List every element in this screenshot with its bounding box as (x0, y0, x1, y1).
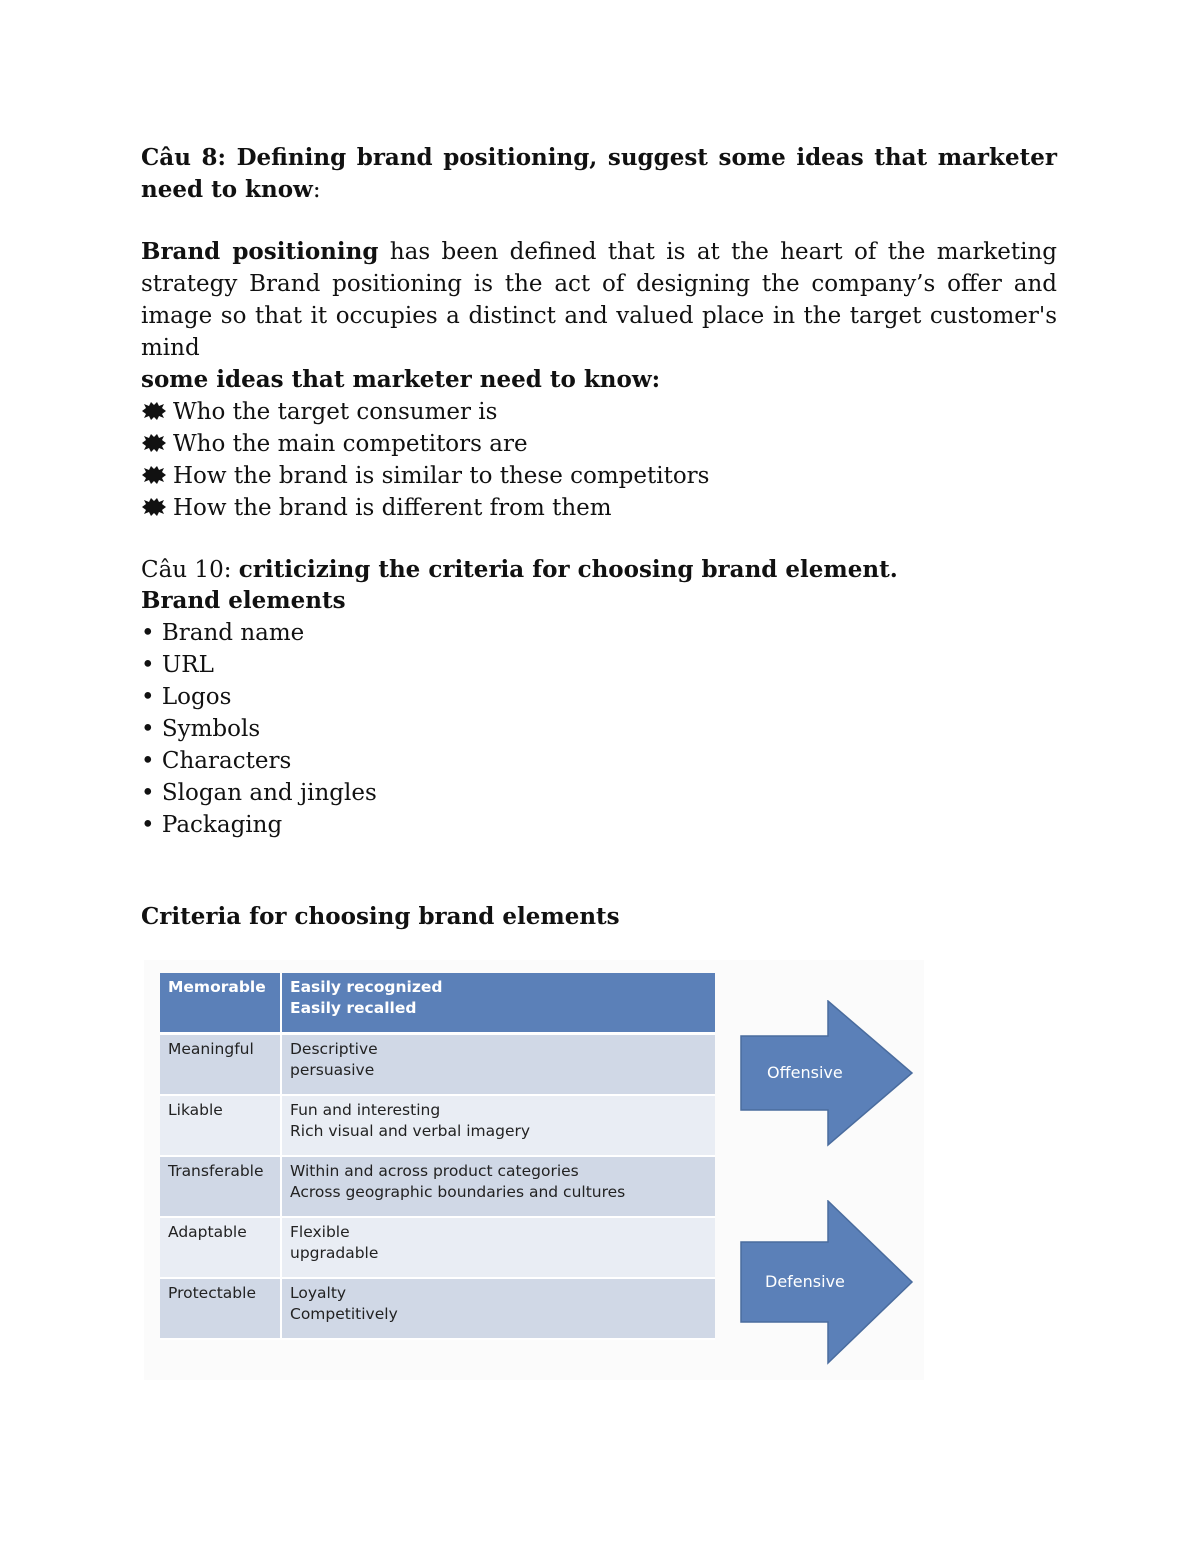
criterion-details (282, 1096, 715, 1157)
offensive-label: Offensive (767, 1063, 843, 1082)
question-8-heading-colon: : (312, 177, 321, 203)
burst-bullet-icon (141, 497, 167, 517)
criterion-detail: Flexible (290, 1223, 350, 1241)
brand-positioning-definition (141, 236, 1057, 364)
criterion-detail: Descriptive (290, 1040, 378, 1058)
definition-line-1: has been defined that is at the heart of the marketing strategy (141, 239, 1057, 297)
list-item (141, 460, 1057, 492)
criterion-name: Meaningful (160, 1035, 282, 1096)
list-item (141, 428, 1057, 460)
criterion-name: Adaptable (160, 1218, 282, 1279)
criterion-detail: persuasive (290, 1061, 375, 1079)
table-row (160, 1279, 715, 1340)
ideas-heading (141, 364, 1057, 396)
criterion-detail: Easily recalled (290, 999, 417, 1017)
question-10-heading (141, 554, 1057, 586)
definition-line-2: Brand positioning is the act of designing the company’s offer and image so that it occupies a distinct and valued place in the target customer's mind (141, 271, 1057, 361)
list-item: • Symbols (141, 716, 261, 742)
list-item: • Characters (141, 748, 292, 774)
criterion-detail: Loyalty (290, 1284, 347, 1302)
idea-text: How the brand is different from them (173, 495, 612, 521)
criterion-detail: Across geographic boundaries and cultures (290, 1183, 626, 1201)
criterion-name: Likable (160, 1096, 282, 1157)
defensive-arrow (740, 1200, 916, 1366)
burst-bullet-icon (141, 433, 167, 453)
table-row (160, 1157, 715, 1218)
question-10-prefix: Câu 10: (141, 557, 239, 583)
idea-text: How the brand is similar to these competitors (173, 463, 710, 489)
list-item: • Packaging (141, 812, 283, 838)
definition-term: Brand positioning (141, 238, 379, 265)
criterion-details (282, 1218, 715, 1279)
list-item (141, 396, 1057, 428)
burst-bullet-icon (141, 401, 167, 421)
ideas-heading-text: some ideas that marketer need to know: (141, 366, 661, 393)
list-item: • Slogan and jingles (141, 780, 377, 806)
list-item (141, 492, 1057, 524)
criterion-details (282, 1279, 715, 1340)
offensive-arrow (740, 1000, 916, 1148)
brand-elements-heading-text: Brand elements (141, 587, 346, 614)
criterion-detail: Rich visual and verbal imagery (290, 1122, 531, 1140)
brand-elements-list (141, 617, 1057, 841)
list-item: • URL (141, 652, 214, 678)
criterion-name: Protectable (160, 1279, 282, 1340)
criterion-name: Transferable (160, 1157, 282, 1218)
question-8-heading-text: Câu 8: Defining brand positioning, suggest some ideas that marketer need to know (141, 144, 1057, 203)
idea-text: Who the target consumer is (173, 399, 498, 425)
burst-bullet-icon (141, 465, 167, 485)
question-10-title: criticizing the criteria for choosing brand element. (238, 556, 898, 583)
defensive-label: Defensive (765, 1272, 845, 1291)
list-item: • Logos (141, 684, 232, 710)
criterion-detail: Within and across product categories (290, 1162, 579, 1180)
criterion-name: Memorable (160, 973, 282, 1035)
criteria-heading (141, 901, 1057, 933)
criterion-detail: Competitively (290, 1305, 398, 1323)
ideas-list (141, 396, 1057, 524)
brand-elements-heading (141, 585, 1057, 617)
criterion-detail: Fun and interesting (290, 1101, 441, 1119)
criteria-table (160, 973, 715, 1340)
criterion-details (282, 1157, 715, 1218)
table-row (160, 1035, 715, 1096)
criterion-detail: Easily recognized (290, 978, 443, 996)
criteria-heading-text: Criteria for choosing brand elements (141, 903, 620, 930)
criterion-detail: upgradable (290, 1244, 379, 1262)
criterion-details (282, 1035, 715, 1096)
criterion-details (282, 973, 715, 1035)
criteria-diagram (144, 960, 924, 1380)
table-row (160, 1096, 715, 1157)
idea-text: Who the main competitors are (173, 431, 528, 457)
table-row (160, 973, 715, 1035)
table-row (160, 1218, 715, 1279)
list-item: • Brand name (141, 620, 305, 646)
question-8-heading (141, 142, 1057, 206)
